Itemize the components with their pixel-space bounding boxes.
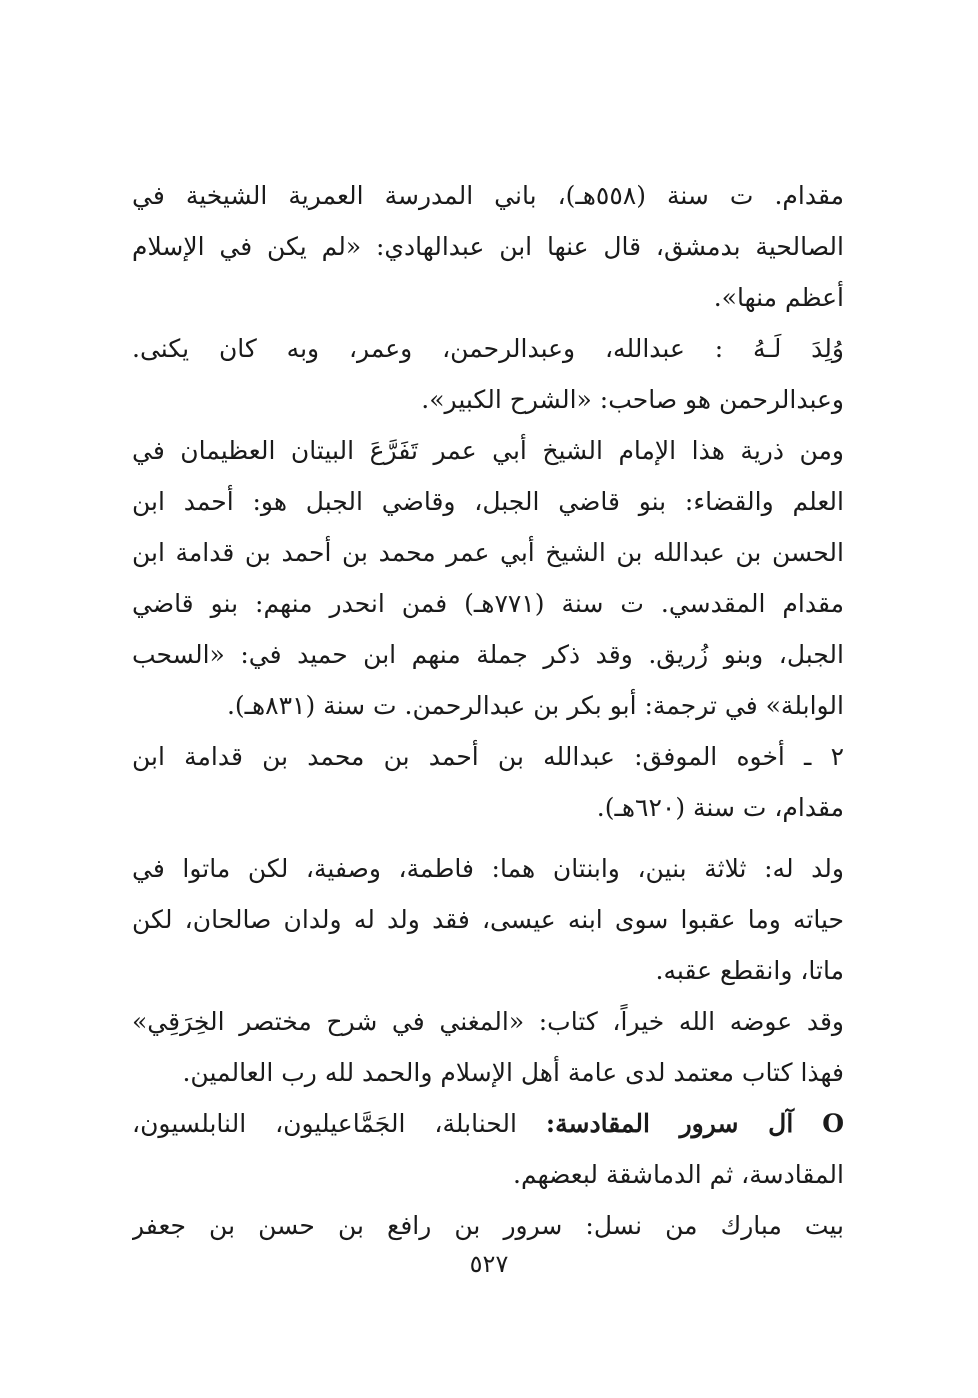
section-heading-text: الحنابلة، الجَمَّاعيليون، النابلسيون، — [132, 1109, 517, 1138]
text-line: وقد عوضه الله خيراً، كتاب: «المغني في شرح مختصر الخِرَقِي» — [132, 1007, 844, 1036]
text-line: ولد له: ثلاثة بنين، وابنتان هما: فاطمة، وصفية، لكن ماتوا في — [132, 854, 844, 883]
text-line: ومن ذرية هذا الإمام الشيخ أبي عمر تَفَرَّعَ البيتان العظيمان في — [132, 436, 844, 465]
section-heading-line — [132, 1098, 844, 1149]
text-line: ماتا، وانقطع عقبه. — [655, 956, 844, 985]
text-line: العلم والقضاء: بنو قاضي الجبل، وقاضي الجبل هو: أحمد ابن — [132, 487, 844, 516]
text-line: المقادسة، ثم الدماشقة لبعضهم. — [513, 1160, 844, 1189]
text-line: ٢ ـ أخوه الموفق: عبدالله بن أحمد بن محمد بن قدامة ابن — [132, 742, 844, 771]
page-number: ٥٢٧ — [469, 1250, 509, 1278]
text-line: الجبل، وبنو زُريق. وقد ذكر جملة منهم ابن حميد في: «السحب — [132, 640, 844, 669]
text-line: فهذا كتاب معتمد لدى عامة أهل الإسلام والحمد لله رب العالمين. — [182, 1058, 844, 1087]
text-line: بيت مبارك من نسل: سرور بن رافع بن حسن بن جعفر — [132, 1211, 844, 1240]
text-line: الحسن بن عبدالله بن الشيخ أبي عمر محمد بن أحمد بن قدامة ابن — [132, 538, 844, 567]
section-heading: آل سرور المقادسة: — [545, 1109, 794, 1138]
text-line: الصالحية بدمشق، قال عنها ابن عبدالهادي: «لم يكن في الإسلام — [132, 232, 844, 261]
text-line: الوابلة» في ترجمة: أبو بكر بن عبدالرحمن. ت سنة (٨٣١هـ). — [226, 691, 844, 720]
text-line: أعظم منها». — [713, 283, 844, 312]
text-line: مقدام. ت سنة (٥٥٨هـ)، باني المدرسة العمرية الشيخية في — [132, 181, 844, 210]
text-line: وعبدالرحمن هو صاحب: «الشرح الكبير». — [421, 385, 844, 414]
text-line: مقدام المقدسي. ت سنة (٧٧١هـ) فمن انحدر منهم: بنو قاضي — [132, 589, 844, 618]
text-line: مقدام، ت سنة (٦٢٠هـ). — [596, 793, 844, 822]
section-marker: O — [822, 1109, 844, 1138]
body-text — [132, 170, 844, 1251]
text-line: حياته وما عقبوا سوى ابنه عيسى، فقد ولد له ولدان صالحان، لكن — [132, 905, 844, 934]
text-line: وُلِدَ لَـهُ : عبدالله، وعبدالرحمن، وعمر، وبه كان يكنى. — [132, 334, 844, 363]
